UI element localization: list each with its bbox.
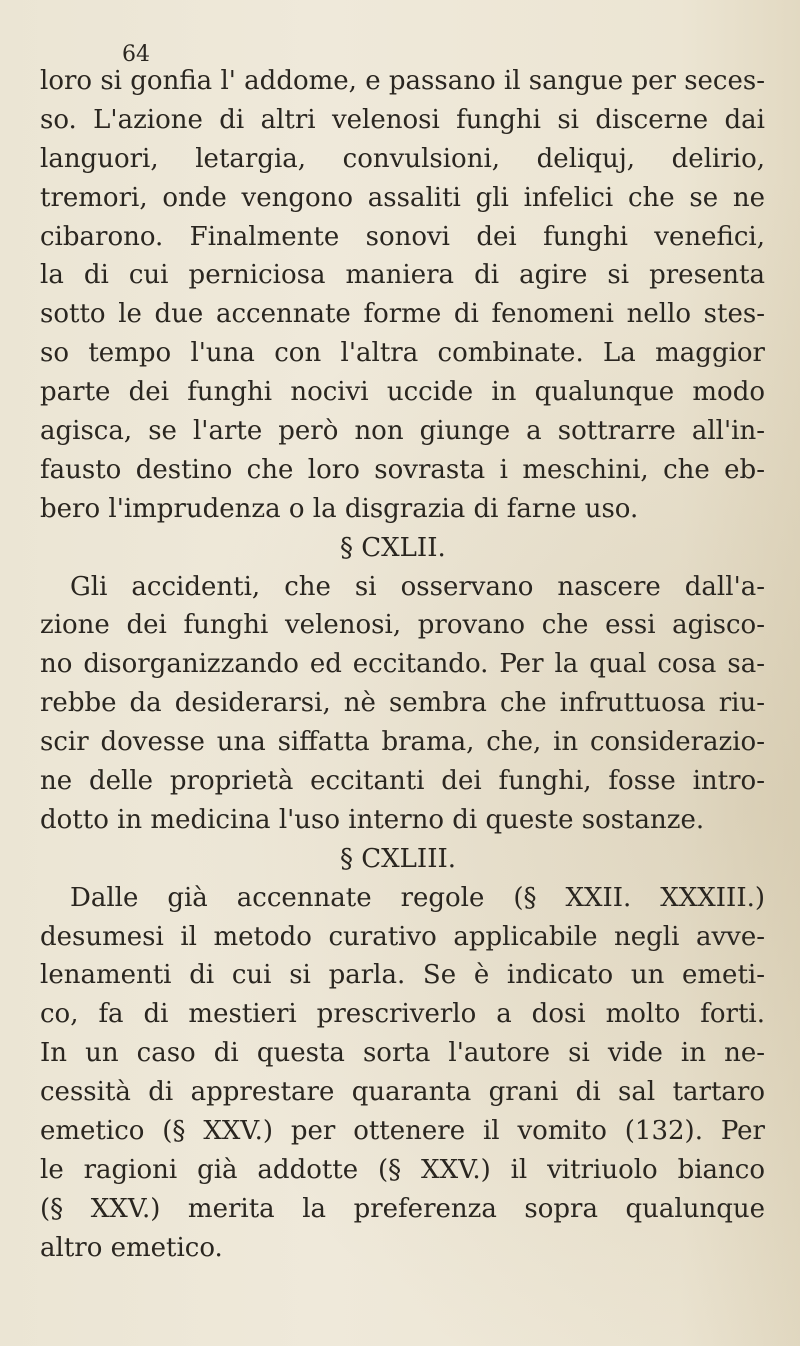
text-line: lenamenti di cui si parla. Se è indicato un emeti-: [40, 960, 765, 991]
text-line: fausto destino che loro sovrasta i meschini, che eb-: [40, 454, 765, 485]
text-line: cibarono. Finalmente sonovi dei funghi venefici,: [40, 221, 765, 252]
text-line: cessità di apprestare quaranta grani di sal tartaro: [40, 1077, 765, 1108]
text-line: ne delle proprietà eccitanti dei funghi, fosse intro-: [40, 766, 765, 797]
text-line: no disorganizzando ed eccitando. Per la qual cosa sa-: [40, 649, 765, 680]
text-line: sotto le due accennate forme di fenomeni nello stes-: [40, 299, 765, 330]
text-line: languori, letargia, convulsioni, deliquj, delirio,: [40, 143, 765, 174]
text-line: altro emetico.: [40, 1232, 223, 1263]
text-line: scir dovesse una siffatta brama, che, in considerazio-: [40, 727, 765, 758]
text-line: le ragioni già addotte (§ XXV.) il vitriuolo bianco: [40, 1154, 765, 1185]
text-line: desumesi il metodo curativo applicabile negli avve-: [40, 921, 765, 952]
text-line: parte dei funghi nocivi uccide in qualunque modo: [40, 377, 765, 408]
section-heading: § CXLIII.: [340, 843, 457, 874]
text-line: co, fa di mestieri prescriverlo a dosi molto forti.: [40, 999, 765, 1030]
text-line: la di cui perniciosa maniera di agire si presenta: [40, 260, 765, 291]
text-line: Gli accidenti, che si osservano nascere dall'a-: [70, 571, 765, 602]
text-line: tremori, onde vengono assaliti gli infelici che se ne: [40, 182, 765, 213]
text-line: In un caso di questa sorta l'autore si vide in ne-: [40, 1038, 765, 1069]
text-line: zione dei funghi velenosi, provano che essi agisco-: [40, 610, 765, 641]
text-line: dotto in medicina l'uso interno di queste sostanze.: [40, 804, 705, 835]
text-line: so tempo l'una con l'altra combinate. La maggior: [40, 338, 765, 369]
text-line: bero l'imprudenza o la disgrazia di farne uso.: [40, 493, 639, 524]
section-heading: § CXLII.: [340, 532, 446, 563]
text-line: (§ XXV.) merita la preferenza sopra qualunque: [40, 1193, 765, 1224]
text-line: loro si gonfia l' addome, e passano il sangue per seces-: [40, 66, 765, 96]
body-text: [40, 62, 765, 1268]
text-line: Dalle già accennate regole (§ XXII. XXXIII.): [70, 882, 765, 913]
text-line: so. L'azione di altri velenosi funghi si discerne dai: [40, 104, 765, 135]
text-line: emetico (§ XXV.) per ottenere il vomito (132). Per: [40, 1116, 765, 1147]
text-line: rebbe da desiderarsi, nè sembra che infruttuosa riu-: [40, 688, 765, 719]
page-number: 64: [122, 42, 150, 67]
text-line: agisca, se l'arte però non giunge a sottrarre all'in-: [40, 416, 765, 447]
